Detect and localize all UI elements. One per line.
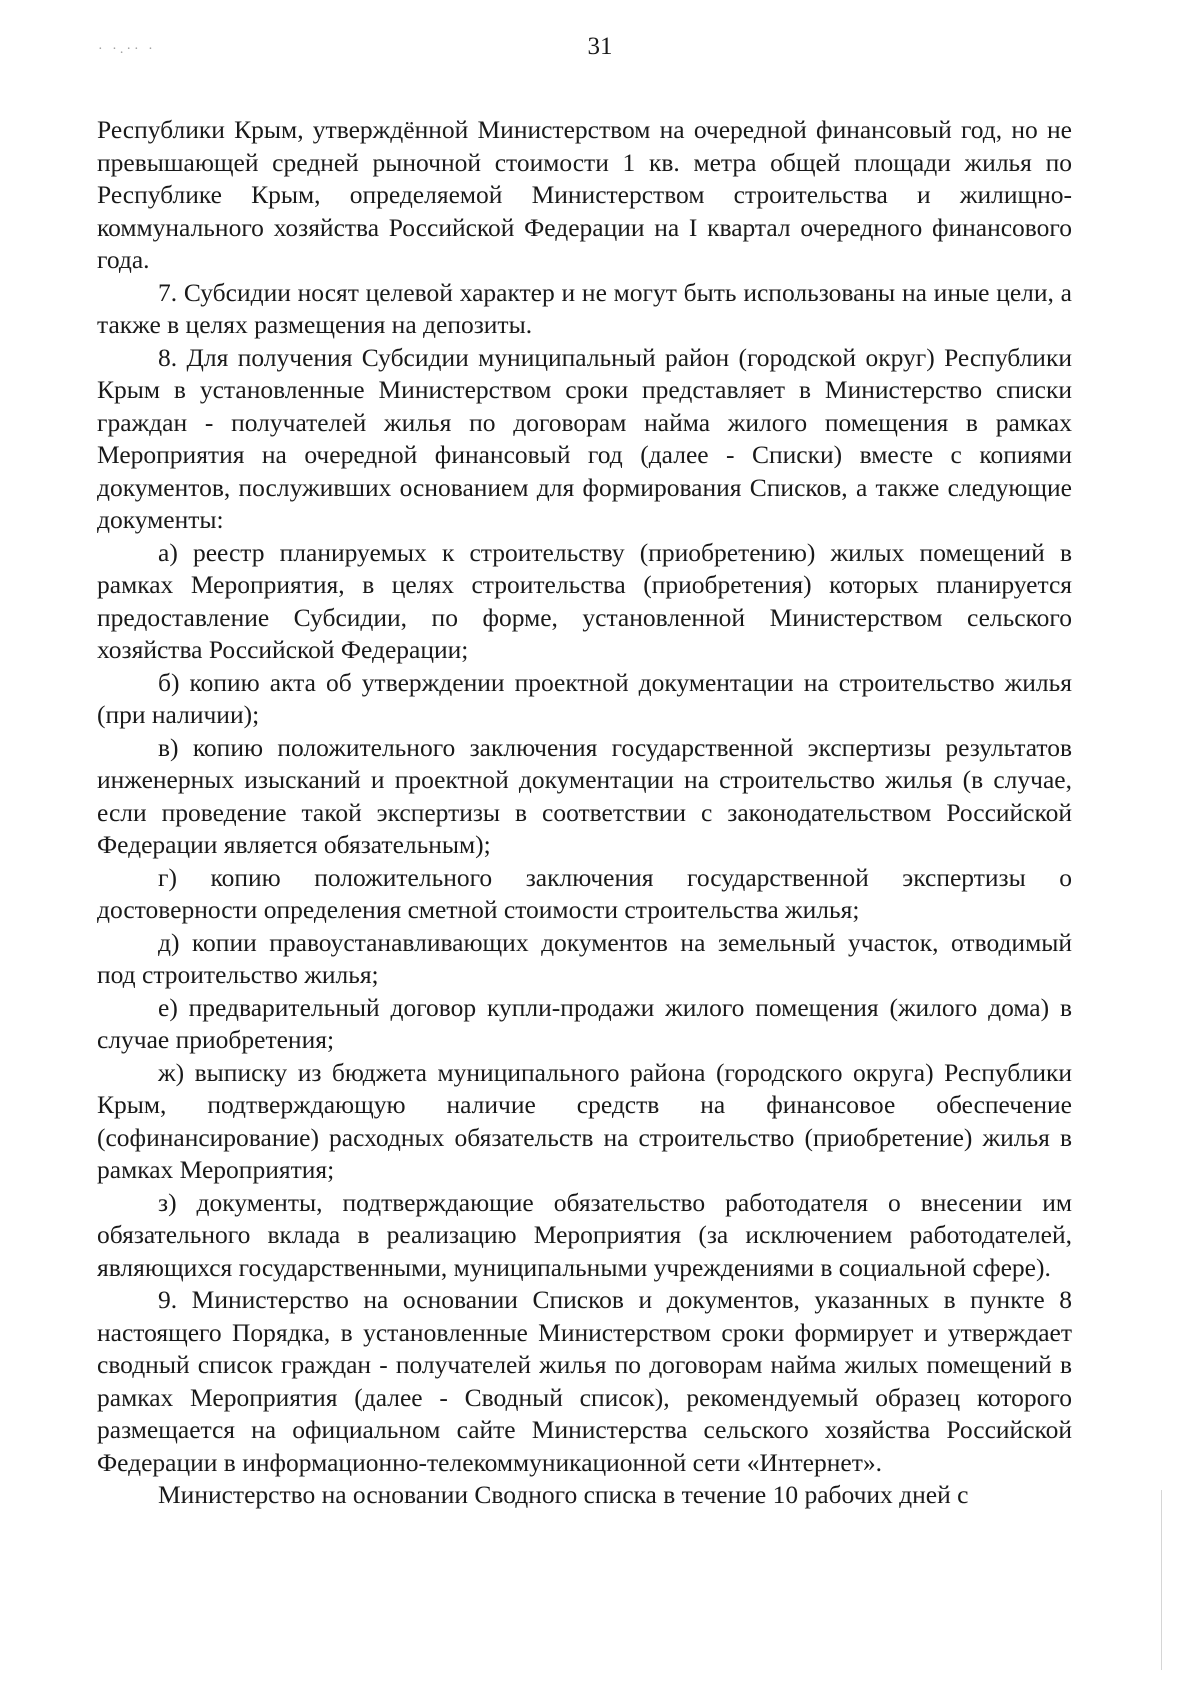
paragraph: е) предварительный договор купли-продажи жилого помещения (жилого дома) в случае приобретения; xyxy=(97,992,1072,1054)
paragraph: Республики Крым, утверждённой Министерством на очередной финансовый год, но не превышающей средней рыночной стоимости 1 кв. метра общей площади жилья по Республике Крым, определяемой Министерством строительства и жилищно-коммунального хозяйства Российской Федерации на I квартал очередного финансового года. xyxy=(97,115,1072,274)
paragraph: д) копии правоустанавливающих документов на земельный участок, отводимый под строительство жилья; xyxy=(97,927,1072,989)
paragraph: а) реестр планируемых к строительству (приобретению) жилых помещений в рамках Мероприятия, в целях строительства (приобретения) которых планируется предоставление Субсидии, по форме, установленной Министерством сельского хозяйства Российской Федерации; xyxy=(97,537,1072,664)
paragraph: 8. Для получения Субсидии муниципальный район (городской округ) Республики Крым в установленные Министерством сроки представляет в Министерство списки граждан - получателей жилья по договорам найма жилого помещения в рамках Мероприятия на очередной финансовый год (далее - Списки) вместе с копиями документов, послуживших основанием для формирования Списков, а также следующие документы: xyxy=(97,342,1072,534)
paragraph: 9. Министерство на основании Списков и документов, указанных в пункте 8 настоящего Порядка, в установленные Министерством сроки формирует и утверждает сводный список граждан - получателей жилья по договорам найма жилых помещений в рамках Мероприятия (далее - Сводный список), рекомендуемый образец которого размещается на официальном сайте Министерства сельского хозяйства Российской Федерации в информационно-телекоммуникационной сети «Интернет». xyxy=(97,1285,1072,1477)
paragraph: з) документы, подтверждающие обязательство работодателя о внесении им обязательного вклада в реализацию Мероприятия (за исключением работодателей, являющихся государственными, муниципальными учреждениями в социальной сфере). xyxy=(97,1187,1072,1282)
scan-specks: · ·.·· · xyxy=(98,42,156,57)
page-number: 31 xyxy=(587,33,613,60)
paragraph: Министерство на основании Сводного списка в течение 10 рабочих дней с xyxy=(158,1480,969,1509)
paragraph: г) копию положительного заключения государственной экспертизы о достоверности определения сметной стоимости строительства жилья; xyxy=(97,862,1072,924)
scan-artifact-line xyxy=(1161,1490,1162,1670)
document-body xyxy=(97,114,1072,1512)
paragraph: 7. Субсидии носят целевой характер и не могут быть использованы на иные цели, а также в целях размещения на депозиты. xyxy=(97,277,1072,339)
paragraph: б) копию акта об утверждении проектной документации на строительство жилья (при наличии); xyxy=(97,667,1072,729)
paragraph: в) копию положительного заключения государственной экспертизы результатов инженерных изысканий и проектной документации на строительство жилья (в случае, если проведение такой экспертизы в соответствии с законодательством Российской Федерации является обязательным); xyxy=(97,732,1072,859)
paragraph: ж) выписку из бюджета муниципального района (городского округа) Республики Крым, подтверждающую наличие средств на финансовое обеспечение (софинансирование) расходных обязательств на строительство (приобретение) жилья в рамках Мероприятия; xyxy=(97,1057,1072,1184)
